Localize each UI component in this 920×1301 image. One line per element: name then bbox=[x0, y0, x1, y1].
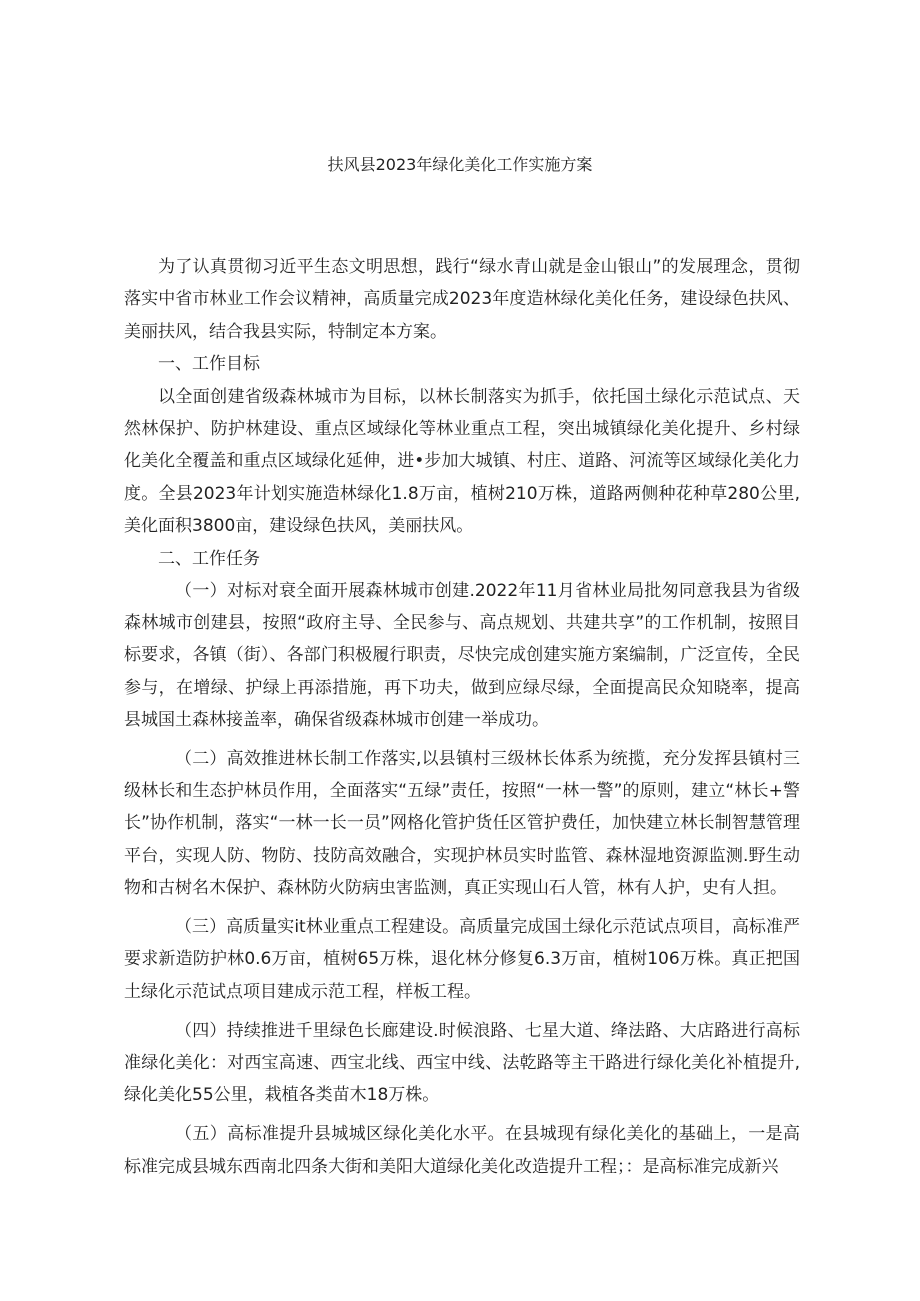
intro-paragraph: 为了认真贯彻习近平生态文明思想，践行“绿水青山就是金山银山”的发展理念，贯彻落实中省市林业工作会议精神，高质量完成2023年度造林绿化美化任务，建设绿色扶风、美丽扶风，结合我县实际，特制定本方案。 bbox=[124, 257, 800, 342]
document-body bbox=[124, 251, 800, 1183]
section-2-heading: 二、工作任务 bbox=[158, 548, 260, 569]
document-title: 扶风县2023年绿化美化工作实施方案 bbox=[327, 155, 593, 174]
section-1-heading: 一、工作目标 bbox=[158, 354, 260, 375]
task-item-3: （三）高质量实it林业重点工程建设。高质量完成国土绿化示范试点项目，高标准严要求新造防护林0.6万亩，植树65万株，退化林分修复6.3万亩，植树106万株。真正把国土绿化示范试点项目建成示范工程，样板工程。 bbox=[124, 917, 800, 1002]
task-item-1: （一）对标对衰全面开展森林城市创建.2022年11月省林业局批匆同意我县为省级森林城市创建县，按照“政府主导、全民参与、高点规划、共建共享”的工作机制，按照目标要求，各镇（街）、各部门积极履行职责，尽快完成创建实施方案编制，广泛宣传，全民参与，在增绿、护绿上再添措施，再下功夫，做到应绿尽绿，全面提高民众知晓率，提高县城国土森林接盖率，确保省级森林城市创建一举成功。 bbox=[124, 581, 800, 730]
section-1-paragraph: 以全面创建省级森林城市为目标，以林长制落实为抓手，依托国土绿化示范试点、天然林保护、防护林建设、重点区域绿化等林业重点工程，突出城镇绿化美化提升、乡村绿化美化全覆盖和重点区域绿化延伸，进•步加大城镇、村庄、道路、河流等区域绿化美化力度。全县2023年计划实施造林绿化1.8万亩，植树210万株，道路两侧种花种草280公里,美化面积3800亩，建设绿色扶风，美丽扶风。 bbox=[124, 386, 800, 537]
task-item-2: （二）高效推进林长制工作落实,以县镇村三级林长体系为统揽，充分发挥县镇村三级林长和生态护林员作用，全面落实“五绿”责任，按照“一林一警”的原则，建立“林长+警长”协作机制，落实“一林一长一员”网格化管护货任区管护费任，加快建立林长制智慧管理平台，实现人防、物防、技防高效融合，实现护林员实时监管、森林湿地资源监测.野生动物和古树名木保护、森林防火防病虫害监测，真正实现山石人管，林有人护，史有人担。 bbox=[124, 749, 800, 898]
task-item-4: （四）持续推进千里绿色长廊建设.时候浪路、七星大道、绛法路、大店路进行高标准绿化美化：对西宝高速、西宝北线、西宝中线、法乾路等主干路进行绿化美化补植提升,绿化美化55公里，栽植各类苗木18万株。 bbox=[124, 1020, 800, 1106]
task-item-5: （五）高标准提升县城城区绿化美化水平。在县城现有绿化美化的基础上，一是高标准完成县城东西南北四条大街和美阳大道绿化美化改造提升工程；：是高标准完成新兴 bbox=[124, 1124, 800, 1177]
